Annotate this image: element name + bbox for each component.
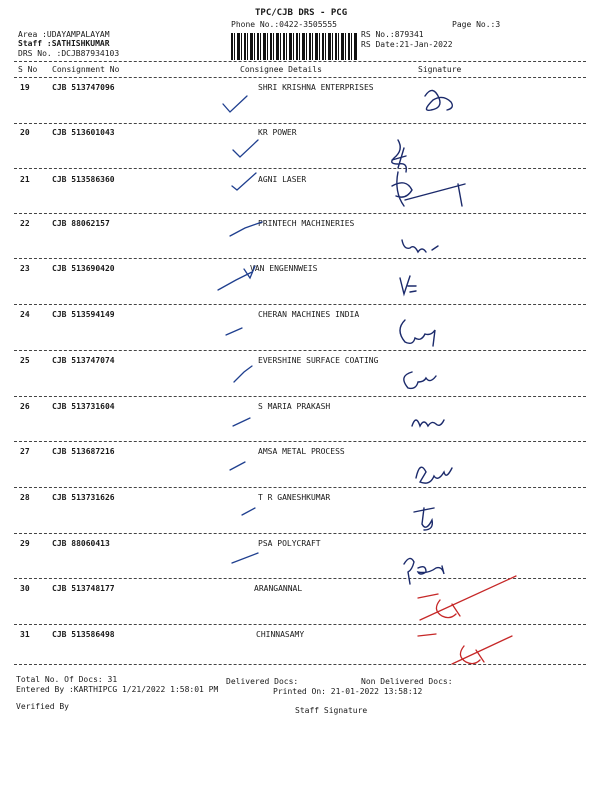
row-divider [14,396,586,397]
signature-ag-icon [392,172,465,206]
row-consignee: CHERAN MACHINES INDIA [258,310,360,319]
printed-on: Printed On: 21-01-2022 13:58:12 [273,687,423,696]
column-header-signature: Signature [418,65,462,74]
signature-amsa-icon [416,467,452,483]
delivered-docs: Delivered Docs: [226,677,299,686]
row-consignment: CJB 513731604 [52,402,115,411]
row-divider [14,578,586,579]
tick-icon [242,508,255,515]
page-number: Page No.:3 [452,20,501,29]
tick-icon [223,96,247,112]
row-divider [14,350,586,351]
row-consignment: CJB 513687216 [52,447,115,456]
tick-icon [226,328,242,335]
row-sno: 31 [20,630,30,639]
row-divider [14,487,586,488]
signature-cheran-icon [400,320,435,346]
row-consignee: PSA POLYCRAFT [258,539,321,548]
row-consignment: CJB 513731626 [52,493,115,502]
staff-signature-label: Staff Signature [295,706,368,715]
phone-number: Phone No.:0422-3505555 [231,20,337,29]
row-sno: 22 [20,219,30,228]
row-divider [14,123,586,124]
row-consignment: CJB 513748177 [52,584,115,593]
row-sno: 29 [20,539,30,548]
signature-rami-icon [402,240,438,252]
row-consignee: SHRI KRISHNA ENTERPRISES [258,83,374,92]
row-consignee: T R GANESHKUMAR [258,493,331,502]
undelivered-mark-icon [418,576,516,620]
tick-icon [218,272,252,290]
row-consignment: CJB 513601043 [52,128,115,137]
signature-psa-icon [404,558,444,584]
row-consignment: CJB 513747096 [52,83,115,92]
row-consignment: CJB 513586498 [52,630,115,639]
row-consignee: AGNI LASER [258,175,307,184]
row-sno: 20 [20,128,30,137]
rs-date: RS Date:21-Jan-2022 [361,40,453,49]
drs-number: DRS No. :DCJB87934103 [18,49,120,58]
row-divider [14,624,586,625]
row-consignment: CJB 513690420 [52,264,115,273]
entered-by: Entered By :KARTHIPCG 1/21/2022 1:58:01 PM [16,685,219,694]
non-delivered-docs: Non Delivered Docs: [361,677,453,686]
tick-icon [233,418,250,426]
row-consignee: PRINTECH MACHINERIES [258,219,355,228]
tick-icon [230,462,245,470]
row-divider [14,258,586,259]
signature-tr-icon [414,508,434,530]
row-consignee: AMSA METAL PROCESS [258,447,345,456]
row-sno: 21 [20,175,30,184]
row-sno: 25 [20,356,30,365]
row-consignee: KR POWER [258,128,297,137]
column-header-consignee: Consignee Details [240,65,322,74]
row-divider [14,168,586,169]
tick-icon [234,366,252,382]
row-consignee: VAN ENGENNWEIS [250,264,318,273]
row-divider [14,664,586,665]
row-sno: 19 [20,83,30,92]
row-divider [14,213,586,214]
row-divider [14,441,586,442]
header-divider-bottom [14,77,586,78]
row-consignment: CJB 88060413 [52,539,110,548]
row-sno: 23 [20,264,30,273]
signature-ve-icon [400,276,416,294]
signatures [392,90,465,584]
header-divider-top [14,61,586,62]
row-sno: 30 [20,584,30,593]
staff-field: Staff :SATHISHKUMAR [18,39,110,48]
row-consignee: CHINNASAMY [256,630,305,639]
row-divider [14,304,586,305]
column-header-consignment: Consignment No [52,65,120,74]
signature-ever-icon [404,372,436,388]
row-consignee: ARANGANNAL [254,584,303,593]
barcode [231,33,357,60]
rs-number: RS No.:879341 [361,30,424,39]
tick-icon [232,173,256,190]
tick-marks [218,96,262,563]
column-header-sno: S No [18,65,38,74]
row-consignment: CJB 513586360 [52,175,115,184]
row-sno: 28 [20,493,30,502]
signature-mata-icon [412,420,444,426]
verified-by-label: Verified By [16,702,69,711]
tick-icon [233,140,258,157]
row-consignment: CJB 513747074 [52,356,115,365]
document-title: TPC/CJB DRS - PCG [255,8,348,18]
area-field: Area :UDAYAMPALAYAM [18,30,110,39]
row-sno: 27 [20,447,30,456]
row-consignment: CJB 88062157 [52,219,110,228]
total-docs: Total No. Of Docs: 31 [16,675,118,684]
row-sno: 24 [20,310,30,319]
row-consignee: S MARIA PRAKASH [258,402,331,411]
row-sno: 26 [20,402,30,411]
row-consignee: EVERSHINE SURFACE COATING [258,356,379,365]
signature-sh-icon [425,90,452,110]
undelivered-mark-icon [418,634,512,664]
row-divider [14,533,586,534]
row-consignment: CJB 513594149 [52,310,115,319]
tick-icon [232,553,258,563]
undelivered-marks [418,576,516,664]
